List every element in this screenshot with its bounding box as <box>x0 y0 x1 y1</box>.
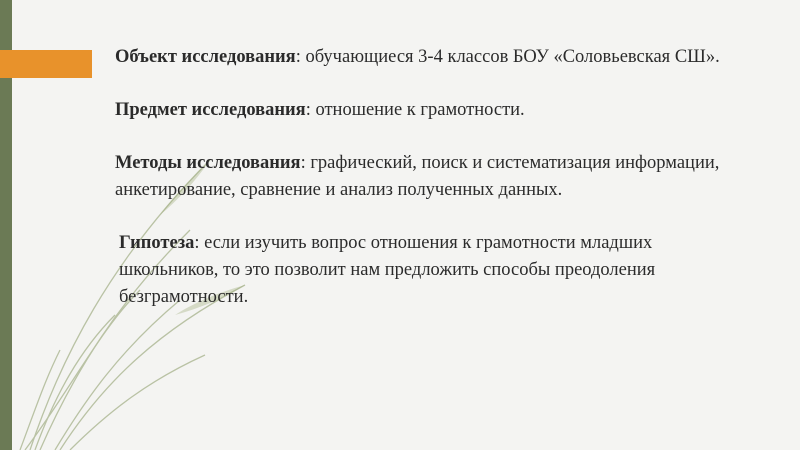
term-subject: Предмет исследования <box>115 100 306 120</box>
term-object: Объект исследования <box>115 47 296 67</box>
slide-content <box>115 44 755 337</box>
text-methods: : графический, поиск и систематизация информации, анкетирование, сравнение и анализ полученных данных. <box>115 153 720 200</box>
text-object: : обучающиеся 3-4 классов БОУ «Соловьевская СШ». <box>295 47 720 67</box>
text-hypothesis: : если изучить вопрос отношения к грамотности младших школьников, то это позволит нам предложить способы преодоления безграмотности. <box>119 233 656 307</box>
paragraph-hypothesis <box>115 230 755 311</box>
term-hypothesis: Гипотеза <box>119 233 195 253</box>
orange-accent-tab <box>0 50 92 78</box>
paragraph-subject <box>115 97 755 124</box>
paragraph-methods <box>115 150 755 204</box>
term-methods: Методы исследования <box>115 153 301 173</box>
paragraph-object <box>115 44 755 71</box>
text-subject: : отношение к грамотности. <box>305 100 525 120</box>
